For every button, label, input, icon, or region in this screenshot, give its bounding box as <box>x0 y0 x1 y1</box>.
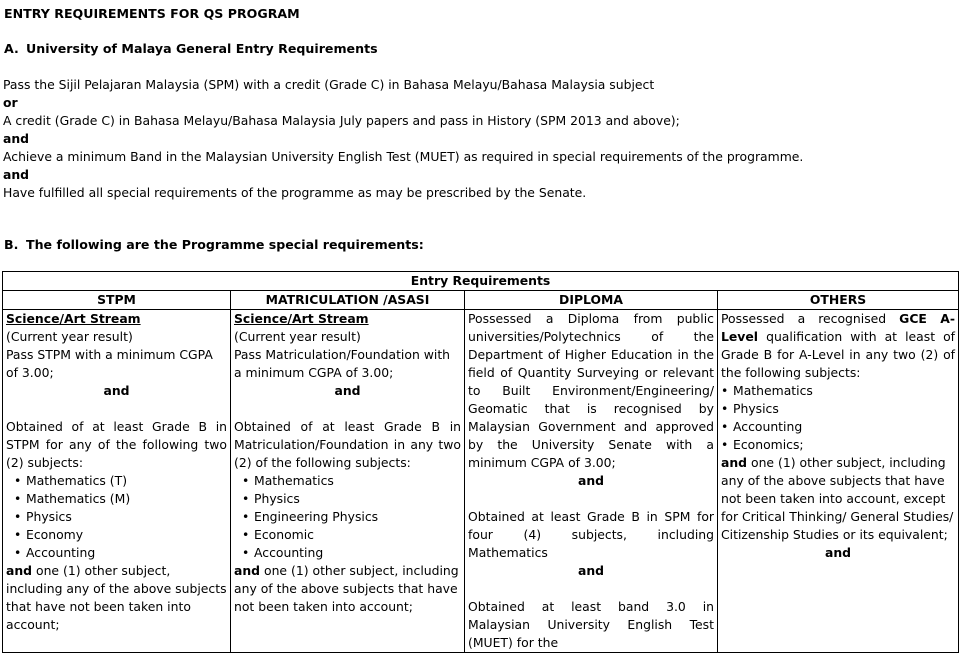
stpm-subject-list <box>6 472 227 562</box>
cell-matriculation <box>231 310 465 653</box>
others-other-text: one (1) other subject, including any of the above subjects that have not been taken into account, except for Critical Thinking/ General Studies/ Citizenship Studies or its equivalent; <box>721 455 954 542</box>
general-requirements <box>3 76 803 202</box>
list-item: • Physics <box>242 490 461 508</box>
matric-and: and <box>334 383 361 398</box>
document-title: ENTRY REQUIREMENTS FOR QS PROGRAM <box>4 6 300 21</box>
others-other-and: and <box>721 455 748 470</box>
matric-year: (Current year result) <box>234 329 361 344</box>
cell-stpm <box>3 310 231 653</box>
general-connector-or: or <box>3 95 18 110</box>
others-other-subject <box>721 454 955 544</box>
column-header-stpm: STPM <box>3 291 231 310</box>
list-item: • Physics <box>721 400 955 418</box>
list-item: • Mathematics <box>721 382 955 400</box>
cell-diploma <box>465 310 718 653</box>
list-item: • Physics <box>14 508 227 526</box>
entry-requirements-table <box>2 271 959 653</box>
diploma-and-2: and <box>577 563 605 578</box>
list-item: • Economic <box>242 526 461 544</box>
stpm-year: (Current year result) <box>6 329 133 344</box>
list-item: • Economics; <box>721 436 955 454</box>
general-line-spm: Pass the Sijil Pelajaran Malaysia (SPM) with a credit (Grade C) in Bahasa Melayu/Bahasa Malaysia subject <box>3 77 655 92</box>
others-text-pre: Possessed a recognised <box>721 311 900 326</box>
list-item: • Accounting <box>14 544 227 562</box>
stpm-and: and <box>103 383 130 398</box>
diploma-qualification: Possessed a Diploma from public universities/Polytechnics of the Department of Higher Education in the field of Quantity Surveying or relevant to Built Environment/Engineering/ Geomatic that is recognised by Malaysian Government and approved by the University Senate with a minimum CGPA of 3.00; <box>468 311 714 470</box>
matric-subject-list <box>234 472 461 562</box>
general-connector-and-2: and <box>3 167 30 182</box>
matric-stream: Science/Art Stream <box>234 311 369 326</box>
stpm-stream: Science/Art Stream <box>6 311 141 326</box>
matric-other-text: one (1) other subject, including any of the above subjects that have not been taken into account; <box>234 563 459 614</box>
table-caption: Entry Requirements <box>3 272 959 291</box>
others-qualification <box>721 310 955 382</box>
cell-others <box>718 310 959 653</box>
matric-grade-requirement: Obtained of at least Grade B in Matriculation/Foundation in any two (2) of the following subjects: <box>234 419 461 470</box>
stpm-other-and: and <box>6 563 33 578</box>
column-header-diploma: DIPLOMA <box>465 291 718 310</box>
list-item: • Mathematics (M) <box>14 490 227 508</box>
stpm-cgpa: Pass STPM with a minimum CGPA of 3.00; <box>6 347 213 380</box>
matric-other-subject <box>234 562 461 616</box>
matric-other-and: and <box>234 563 261 578</box>
stpm-other-text: one (1) other subject, including any of the above subjects that have not been taken into account; <box>6 563 227 632</box>
others-and: and <box>824 545 852 560</box>
list-item: • Mathematics (T) <box>14 472 227 490</box>
section-b-heading <box>4 236 424 254</box>
general-line-senate: Have fulfilled all special requirements of the programme as may be prescribed by the Senate. <box>3 185 587 200</box>
others-gce-a-level: GCE A-Level <box>721 311 956 344</box>
section-a-title: University of Malaya General Entry Requirements <box>26 41 378 56</box>
column-header-others: OTHERS <box>718 291 959 310</box>
section-b-title: The following are the Programme special requirements: <box>26 237 424 252</box>
list-item: • Economy <box>14 526 227 544</box>
stpm-other-subject <box>6 562 227 634</box>
section-a-heading <box>4 40 378 58</box>
list-item: • Accounting <box>721 418 955 436</box>
list-item: • Engineering Physics <box>242 508 461 526</box>
general-line-bm-july: A credit (Grade C) in Bahasa Melayu/Bahasa Malaysia July papers and pass in History (SPM 2013 and above); <box>3 113 680 128</box>
others-text-post: qualification with at least of Grade B for A-Level in any two (2) of the following subjects: <box>721 329 956 380</box>
list-item: • Mathematics <box>242 472 461 490</box>
diploma-spm-requirement: Obtained at least Grade B in SPM for four (4) subjects, including Mathematics <box>468 509 714 560</box>
matric-cgpa: Pass Matriculation/Foundation with a minimum CGPA of 3.00; <box>234 347 451 380</box>
section-a-letter: A. <box>4 41 19 56</box>
stpm-grade-requirement: Obtained of at least Grade B in STPM for any of the following two (2) subjects: <box>6 419 227 470</box>
others-subject-list <box>721 382 955 454</box>
column-header-matriculation: MATRICULATION /ASASI <box>231 291 465 310</box>
list-item: • Accounting <box>242 544 461 562</box>
diploma-and-1: and <box>577 473 605 488</box>
general-line-muet: Achieve a minimum Band in the Malaysian University English Test (MUET) as required in special requirements of the programme. <box>3 149 804 164</box>
section-b-letter: B. <box>4 237 19 252</box>
general-connector-and-1: and <box>3 131 30 146</box>
diploma-muet-requirement: Obtained at least band 3.0 in Malaysian University English Test (MUET) for the <box>468 599 714 650</box>
